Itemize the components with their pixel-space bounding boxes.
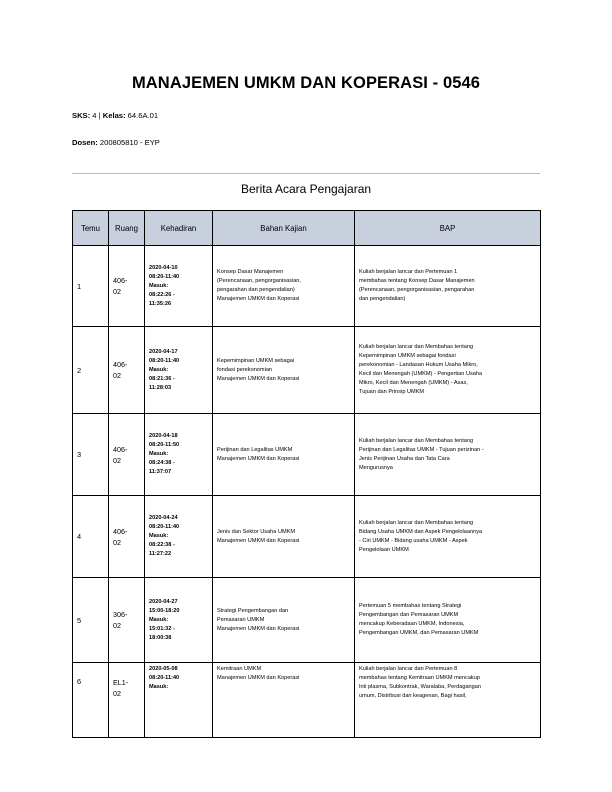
cell-bahan-kajian: Konsep Dasar Manajemen (Perencanaan, pengorganisasian, pengarahan dan pengendalian) Manajemen UMKM dan Koperasi: [213, 246, 355, 327]
cell-bahan-kajian: Kepemimpinan UMKM sebagai fondasi perekonomian Manajemen UMKM dan Koperasi: [213, 327, 355, 414]
header-kehadiran: Kehadiran: [145, 211, 213, 246]
sks-label: SKS:: [72, 111, 91, 120]
table-row: [73, 496, 541, 578]
cell-kehadiran: 2020-04-24 08:20-11:40 Masuk: 08:22:38 - 11:27:22: [145, 496, 213, 578]
cell-ruang: 406- 02: [109, 327, 145, 414]
header-bahan-kajian: Bahan Kajian: [213, 211, 355, 246]
cell-bahan-kajian: Perijinan dan Legalitas UMKM Manajemen UMKM dan Koperasi: [213, 414, 355, 496]
cell-ruang: 406- 02: [109, 414, 145, 496]
cell-ruang: 406- 02: [109, 496, 145, 578]
cell-temu: 2: [73, 327, 109, 414]
cell-kehadiran: 2020-04-27 15:00-18:20 Masuk: 15:01:32 - 18:00:38: [145, 578, 213, 663]
cell-bap: Kuliah berjalan lancar dan Membahas tentang Perijinan dan Legalitas UMKM - Tujuan perizinan - Jenis Perijinan Usaha dan Tata Cara Mengurusnya: [355, 414, 541, 496]
header-bap: BAP: [355, 211, 541, 246]
bap-table: [72, 210, 541, 738]
cell-kehadiran: 2020-04-10 08:20-11:40 Masuk: 08:22:26 - 11:35:26: [145, 246, 213, 327]
cell-kehadiran: 2020-04-18 08:20-11:50 Masuk: 08:24:38 - 11:37:07: [145, 414, 213, 496]
cell-bahan-kajian: Strategi Pengembangan dan Pemasaran UMKM Manajemen UMKM dan Koperasi: [213, 578, 355, 663]
cell-kehadiran: 2020-05-08 08:20-11:40 Masuk:: [145, 663, 213, 738]
cell-temu: 4: [73, 496, 109, 578]
meta-separator: |: [98, 111, 101, 120]
kelas-label: Kelas:: [102, 111, 126, 120]
table-header-row: [73, 211, 541, 246]
cell-bap: Kuliah berjalan lancar dan Pertemuan 1 membahas tentang Konsep Dasar Manajemen (Perencanaan, pengorganisasian, pengarahan dan pengendalian): [355, 246, 541, 327]
table-row: [73, 578, 541, 663]
dosen-value: 200805810 - EYP: [99, 138, 160, 147]
cell-temu: 1: [73, 246, 109, 327]
cell-bahan-kajian: Jenis dan Sektor Usaha UMKM Manajemen UMKM dan Koperasi: [213, 496, 355, 578]
cell-bap: Kuliah berjalan lancar dan Pertemuan 8 membahas tentang Kemitraan UMKM mencakup Inti plasma, Subkontrak, Waralaba, Perdagangan umum, Distribusi dan keagenan, Bagi hasil,: [355, 663, 541, 738]
cell-bap: Kuliah berjalan lancar dan Membahas tentang Bidang Usaha UMKM dan Aspek Pengelolaannya - Ciri UMKM - Bidang usaha UMKM - Aspek Pengelolaan UMKM: [355, 496, 541, 578]
kelas-value: 64.6A.01: [127, 111, 159, 120]
section-title: Berita Acara Pengajaran: [240, 182, 372, 196]
course-meta-line: [72, 111, 158, 120]
dosen-label: Dosen:: [72, 138, 98, 147]
cell-kehadiran: 2020-04-17 08:20-11:40 Masuk: 08:21:36 - 11:28:03: [145, 327, 213, 414]
sks-value: 4: [92, 111, 97, 120]
table-row: [73, 246, 541, 327]
cell-temu: 6: [73, 663, 109, 738]
cell-temu: 3: [73, 414, 109, 496]
divider: [72, 173, 540, 174]
table-row: [73, 663, 541, 738]
cell-bap: Kuliah berjalan lancar dan Membahas tentang Kepemimpinan UMKM sebagai fondasi perekonomian - Landasan Hukum Usaha Mikro, Kecil dan Menengah (UMKM) - Pengertian Usaha Mikro, Kecil dan Menengah (UMKM) - Asas, Tujuan dan Prinsip UMKM: [355, 327, 541, 414]
cell-ruang: 306- 02: [109, 578, 145, 663]
cell-temu: 5: [73, 578, 109, 663]
table-row: [73, 414, 541, 496]
cell-bahan-kajian: Kemitraan UMKM Manajemen UMKM dan Koperasi: [213, 663, 355, 738]
table-row: [73, 327, 541, 414]
cell-ruang: EL1- 02: [109, 663, 145, 738]
cell-bap: Pertemuan 5 membahas tentang Strategi Pengembangan dan Pemasaran UMKM mencakup Keberadaan UMKM, Indonesia, Pengembangan UMKM, dan Pemasaran UMKM: [355, 578, 541, 663]
course-title: MANAJEMEN UMKM DAN KOPERASI - 0546: [131, 74, 481, 92]
header-ruang: Ruang: [109, 211, 145, 246]
lecturer-line: [72, 138, 160, 147]
header-temu: Temu: [73, 211, 109, 246]
cell-ruang: 406- 02: [109, 246, 145, 327]
